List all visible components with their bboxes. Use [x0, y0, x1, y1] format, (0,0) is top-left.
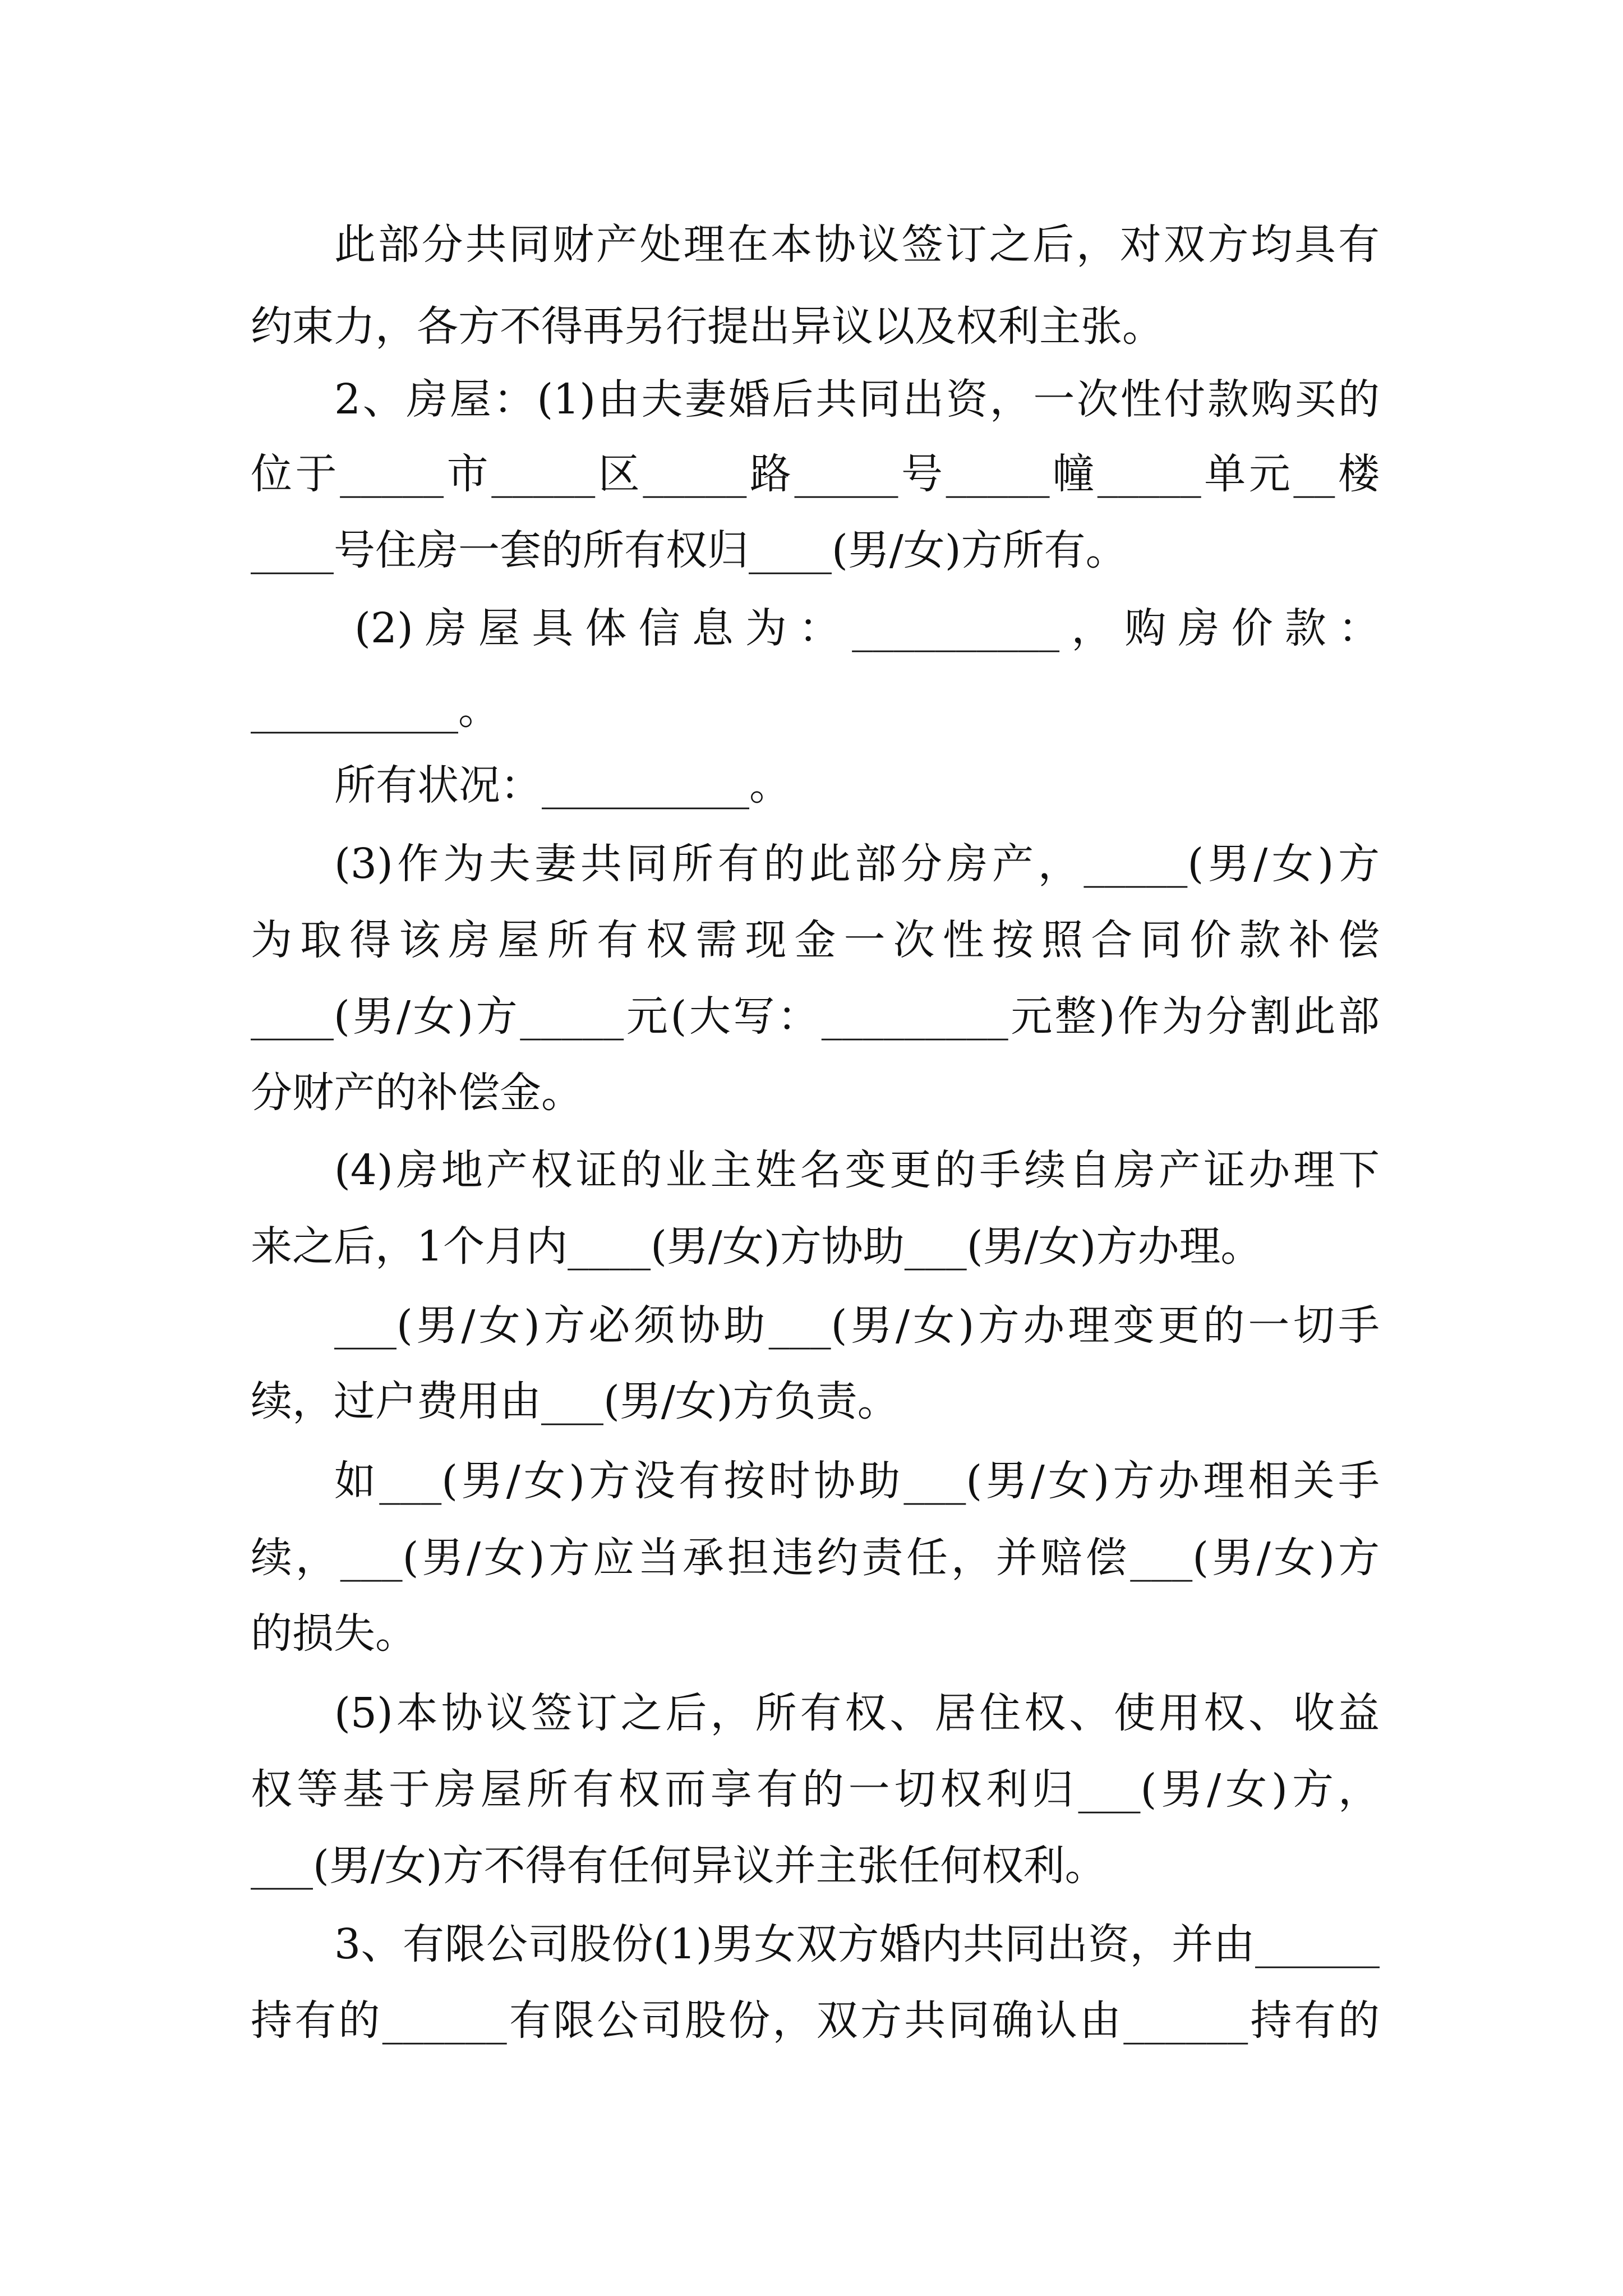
text-line-2: 约束力，各方不得再另行提出异议以及权利主张。	[251, 302, 1164, 351]
text-line-7: __________。	[251, 685, 500, 734]
text-line-24: 持有的______有限公司股份，双方共同确认由______持有的	[251, 1996, 1380, 2045]
text-line-13: (4)房地产权证的业主姓名变更的手续自房产证办理下	[334, 1146, 1380, 1194]
text-line-10: 为取得该房屋所有权需现金一次性按照合同价款补偿	[251, 916, 1380, 964]
text-line-11: ____(男/女)方_____元(大写：_________元整)作为分割此部	[251, 992, 1380, 1041]
text-line-12: 分财产的补偿金。	[251, 1069, 583, 1117]
text-line-15: ___(男/女)方必须协助___(男/女)方办理变更的一切手	[334, 1301, 1380, 1350]
text-line-9: (3)作为夫妻共同所有的此部分房产，_____(男/女)方	[334, 840, 1380, 888]
text-line-6: (2)房屋具体信息为：__________，购房价款：	[354, 604, 1380, 652]
text-line-16: 续，过户费用由___(男/女)方负责。	[251, 1377, 899, 1425]
text-line-19: 的损失。	[251, 1609, 417, 1658]
text-line-14: 来之后，1个月内____(男/女)方协助___(男/女)方办理。	[251, 1222, 1262, 1271]
text-line-23: 3、有限公司股份(1)男女双方婚内共同出资，并由______	[334, 1920, 1380, 1968]
text-line-18: 续，___(男/女)方应当承担违约责任，并赔偿___(男/女)方	[251, 1534, 1380, 1582]
text-line-8: 所有状况：__________。	[334, 761, 791, 809]
text-line-1: 此部分共同财产处理在本协议签订之后，对双方均具有	[334, 220, 1380, 269]
text-line-17: 如___(男/女)方没有按时协助___(男/女)方办理相关手	[334, 1457, 1380, 1505]
text-line-5: ____号住房一套的所有权归____(男/女)方所有。	[251, 526, 1127, 574]
text-line-4: 位于_____市_____区_____路_____号_____幢_____单元__楼	[251, 450, 1380, 498]
text-line-20: (5)本协议签订之后，所有权、居住权、使用权、收益	[334, 1689, 1380, 1737]
text-line-22: ___(男/女)方不得有任何异议并主张任何权利。	[251, 1842, 1106, 1890]
text-line-3: 2、房屋：(1)由夫妻婚后共同出资，一次性付款购买的	[334, 375, 1380, 424]
text-line-21: 权等基于房屋所有权而享有的一切权利归___(男/女)方，	[251, 1765, 1380, 1814]
